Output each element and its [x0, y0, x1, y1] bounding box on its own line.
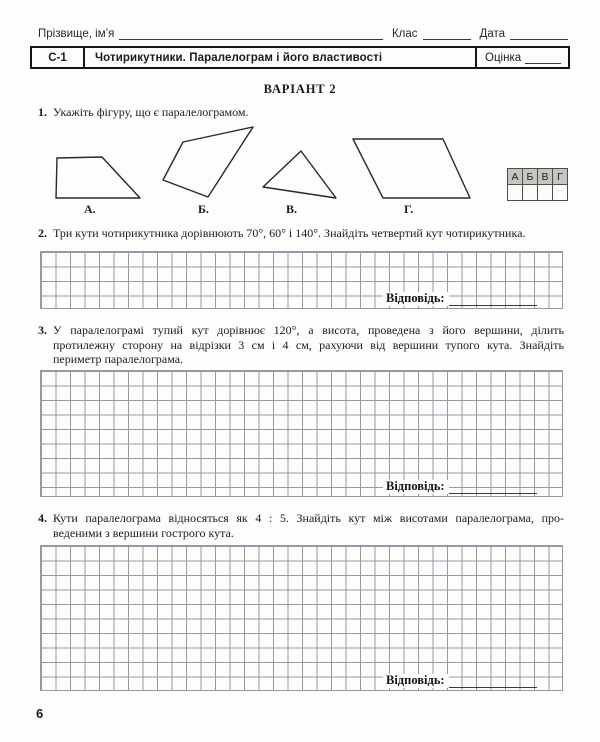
answer-option-table [507, 168, 568, 201]
question-3 [38, 323, 564, 367]
name-blank-line [119, 28, 383, 40]
question-2-number: 2. [38, 226, 47, 240]
answer-blank-line-q4 [449, 676, 537, 688]
question-1-text: Укажіть фігуру, що є паралелограмом. [53, 105, 249, 119]
option-header-v: В [538, 169, 553, 185]
question-3-text-line1: У паралелограмі тупий кут дорівнює 120°, а висота, проведена з його вершини, ділить [53, 323, 564, 337]
question-3-text-line2: протилежну сторону на відрізки 3 см і 4 см, рахуючи від вершини тупого кута. Знайдіть [53, 337, 564, 352]
student-info-row [38, 28, 568, 40]
name-label: Прізвище, ім’я [38, 28, 115, 40]
class-blank-line [423, 28, 471, 40]
figure-g-parallelogram [353, 139, 470, 198]
figure-b-label: Б. [198, 202, 209, 216]
answer-area-q4 [383, 674, 537, 688]
option-header-a: А [508, 169, 523, 185]
figure-b-quadrilateral [163, 127, 253, 197]
option-header-g: Г [553, 169, 568, 185]
question-4 [38, 511, 564, 540]
option-header-b: Б [523, 169, 538, 185]
answer-label-q2: Відповідь: [383, 292, 449, 306]
figure-v-triangle [263, 151, 336, 198]
variant-title: ВАРІАНТ 2 [263, 82, 337, 96]
question-2-text: Три кути чотирикутника дорівнюють 70°, 60° і 140°. Знайдіть четвертий кут чотирикутника. [53, 226, 526, 240]
date-label: Дата [479, 28, 505, 40]
answer-label-q4: Відповідь: [383, 674, 449, 688]
figure-a-trapezoid [56, 157, 140, 198]
question-1-number: 1. [38, 105, 47, 119]
answer-blank-line-q3 [449, 482, 537, 494]
page-number: 6 [36, 706, 44, 721]
answer-area-q3 [383, 480, 537, 494]
answer-blank-line-q2 [449, 294, 537, 306]
question-2 [38, 226, 564, 241]
question-4-text-line1: Кути паралелограма відносяться як 4 : 5. Знайдіть кут між висотами паралелограма, про- [53, 511, 564, 525]
option-cell-v [538, 185, 553, 201]
question-3-number: 3. [38, 323, 47, 337]
figure-v-label: В. [286, 202, 298, 216]
date-blank-line [510, 28, 568, 40]
worksheet-header-box [30, 46, 570, 69]
worksheet-title: Чотирикутники. Паралелограм і його властивості [95, 51, 383, 64]
option-cell-g [553, 185, 568, 201]
question-4-text-line2: веденими з вершини гострого кута. [53, 525, 234, 540]
answer-label-q3: Відповідь: [383, 480, 449, 494]
work-grid-q2 [40, 251, 563, 309]
grade-cell [475, 48, 568, 67]
question-4-number: 4. [38, 511, 47, 525]
answer-area-q2 [383, 292, 537, 306]
grade-blank-line [525, 52, 561, 64]
test-code: С-1 [32, 48, 85, 67]
answer-option-header-row [508, 169, 568, 185]
work-grid-q4 [40, 545, 563, 691]
grade-label: Оцінка [485, 51, 522, 64]
option-cell-a [508, 185, 523, 201]
work-grid-q3 [40, 370, 563, 497]
question-3-text-line3: периметр паралелограма. [53, 352, 184, 366]
figure-g-label: Г. [404, 202, 414, 216]
figure-a-label: А. [84, 202, 96, 216]
option-cell-b [523, 185, 538, 201]
answer-option-input-row [508, 185, 568, 201]
class-label: Клас [391, 28, 418, 40]
